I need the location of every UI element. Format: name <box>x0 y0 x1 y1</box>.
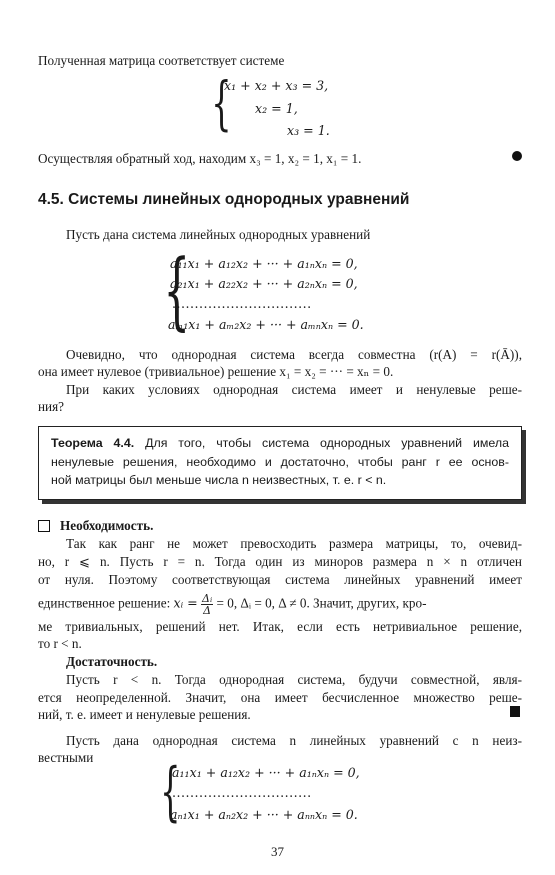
system3-eq-1: a₁₁x₁ + a₁₂x₂ + ··· + a₁ₙxₙ = 0, <box>172 765 360 780</box>
necessity-line-4 <box>38 593 522 616</box>
system3-dots: ............................... <box>172 785 312 800</box>
proof-start-icon <box>38 520 50 532</box>
section-heading: 4.5. Системы линейных однородных уравнений <box>38 191 410 208</box>
system1-eq-3: x₃ = 1. <box>287 123 330 138</box>
fraction-denominator: Δ <box>203 604 212 617</box>
left-brace: { <box>163 241 191 339</box>
theorem-line-2: ненулевые решения, необходимо и достаточно, чтобы ранг r ее основ- <box>51 455 509 469</box>
system3-eq-n: aₙ₁x₁ + aₙ₂x₂ + ··· + aₙₙxₙ = 0. <box>170 807 358 822</box>
system2-eq-1: a₁₁x₁ + a₁₂x₂ + ··· + a₁ₙxₙ = 0, <box>170 256 358 271</box>
system1-eq-1: x₁ + x₂ + x₃ = 3, <box>224 78 329 93</box>
sufficiency-line-2: ется неопределенной. Значит, она имеет бесчисленное множество реше- <box>38 690 522 705</box>
intro-text: Полученная матрица соответствует системе <box>38 53 285 68</box>
fraction-numerator: Δᵢ <box>202 592 213 605</box>
paragraph-obvious-1: Очевидно, что однородная система всегда совместна (r(A) = r(Ā)), <box>66 347 522 362</box>
paragraph-given-n-2: вестными <box>38 750 94 765</box>
necessity-line-1: Так как ранг не может превосходить размера матрицы, то, очевид- <box>66 536 522 551</box>
sufficiency-heading: Достаточность. <box>66 654 158 669</box>
end-marker-bullet <box>512 151 522 161</box>
delta-fraction <box>201 593 213 616</box>
paragraph-question-2: ния? <box>38 399 65 414</box>
paragraph-given: Пусть дана система линейных однородных уравнений <box>66 227 371 242</box>
backsub-text: Осуществляя обратный ход, находим x₃ = 1, x₂ = 1, x₁ = 1. <box>38 151 362 166</box>
theorem-line-1 <box>51 435 509 452</box>
system2-eq-2: a₂₁x₁ + a₂₂x₂ + ··· + a₂ₙxₙ = 0, <box>170 276 358 291</box>
theorem-line-3: ной матрицы был меньше числа n неизвестных, т. е. r < n. <box>51 473 387 487</box>
theorem-text-1: Для того, чтобы система однородных уравнений имела <box>145 436 509 450</box>
paragraph-obvious-2: она имеет нулевое (тривиальное) решение x₁ = x₂ = ··· = xₙ = 0. <box>38 364 394 379</box>
xi-symbol: xᵢ = <box>173 595 198 611</box>
sufficiency-line-1: Пусть r < n. Тогда однородная система, будучи совместной, явля- <box>66 672 522 687</box>
theorem-label: Теорема 4.4. <box>51 436 135 450</box>
qed-square-icon <box>510 706 520 717</box>
necessity-line-5: ме тривиальных, решений нет. Итак, если есть нетривиальное решение, <box>38 619 522 634</box>
system2-dots: ............................... <box>172 296 312 311</box>
necessity-heading: Необходимость. <box>60 518 154 533</box>
left-brace: { <box>211 69 232 137</box>
left-brace: { <box>160 755 181 829</box>
necessity-line-2: но, r ⩽ n. Пусть r = n. Тогда один из миноров размера n × n отличен <box>38 554 522 569</box>
system2-eq-m: aₘ₁x₁ + aₘ₂x₂ + ··· + aₘₙxₙ = 0. <box>168 317 364 332</box>
page-number: 37 <box>271 844 284 859</box>
paragraph-question-1: При каких условиях однородная система имеет и ненулевые реше- <box>66 382 522 397</box>
system1-eq-2: x₂ = 1, <box>255 101 298 116</box>
sufficiency-line-3: ний, т. е. имеет и ненулевые решения. <box>38 707 251 722</box>
unique-solution-suffix: = 0, Δᵢ = 0, Δ ≠ 0. Значит, других, кро- <box>216 595 427 611</box>
paragraph-given-n-1: Пусть дана однородная система n линейных уравнений с n неиз- <box>66 733 522 748</box>
necessity-line-6: то r < n. <box>38 636 82 651</box>
unique-solution-prefix: единственное решение: <box>38 595 171 611</box>
necessity-line-3: от нуля. Поэтому соответствующая система линейных уравнений имеет <box>38 572 522 587</box>
theorem-box <box>38 426 522 500</box>
